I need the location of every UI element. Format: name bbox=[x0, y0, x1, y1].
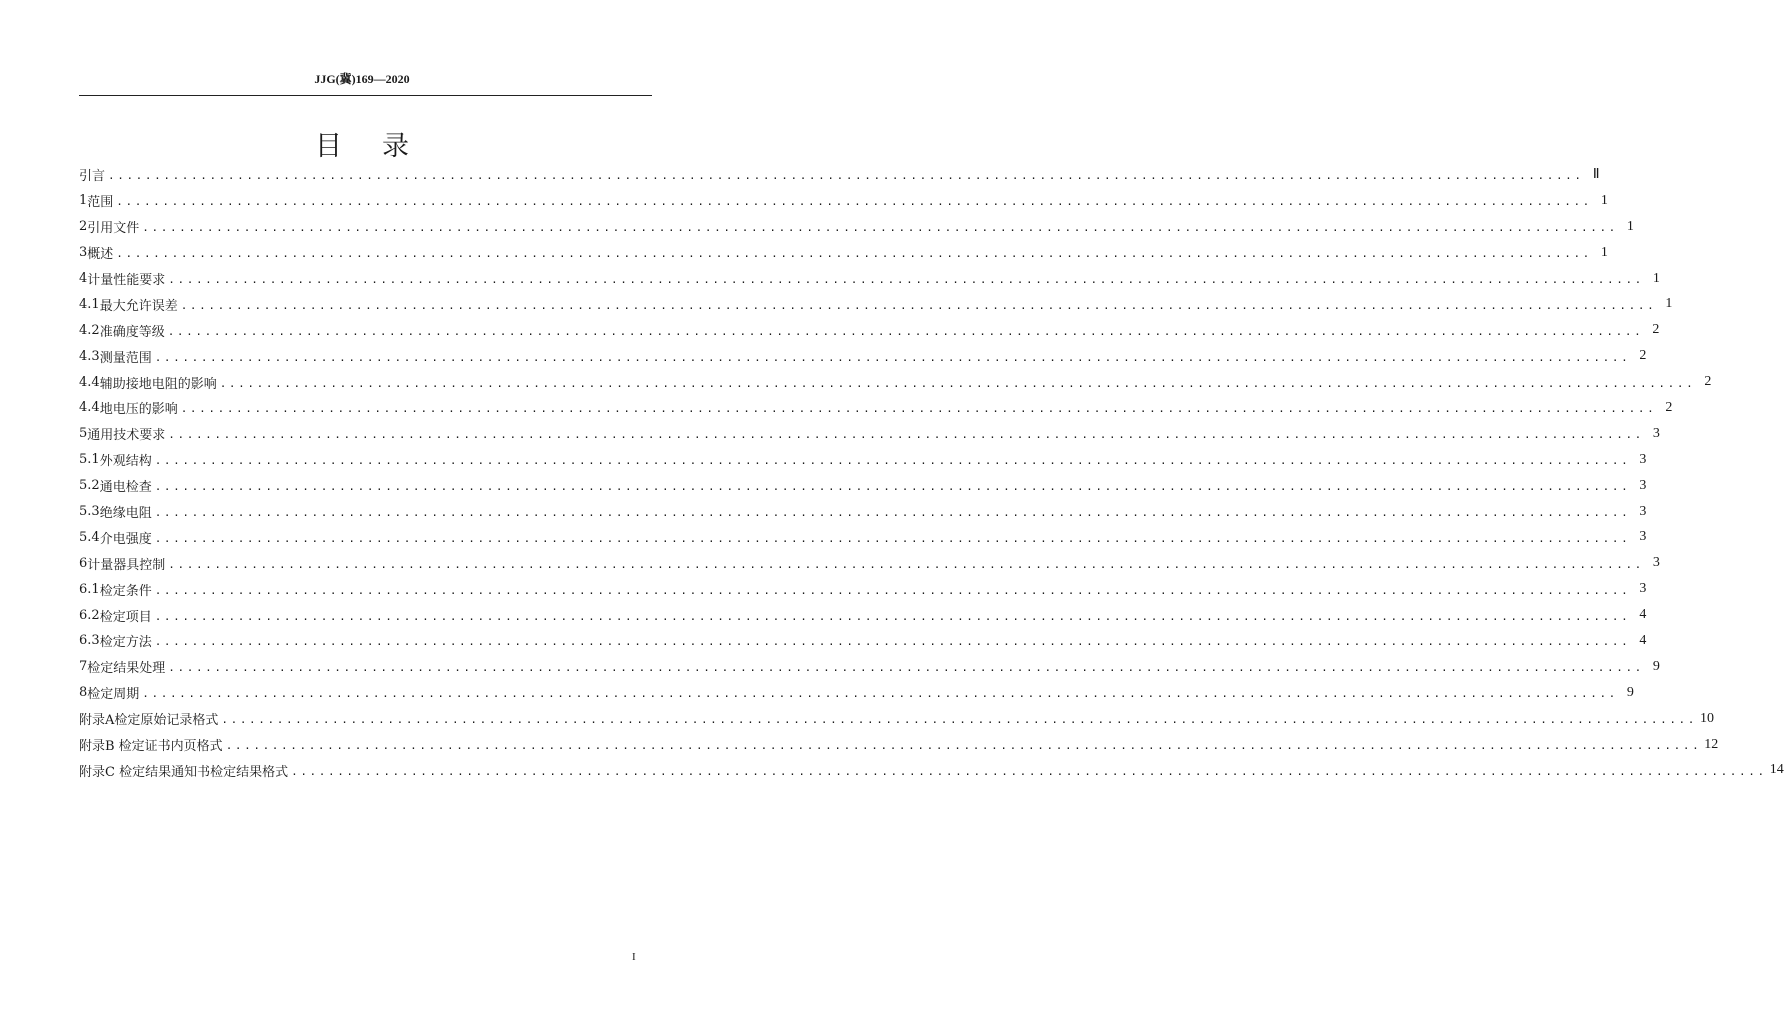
toc-entry-label: 绝缘电阻 bbox=[99, 506, 152, 522]
toc-entry[interactable] bbox=[79, 499, 1647, 525]
table-of-contents bbox=[79, 162, 1784, 783]
toc-leader-dots: ................................................................................................................................................................ bbox=[168, 428, 1644, 442]
toc-entry[interactable] bbox=[79, 447, 1647, 473]
toc-entry-number: 7 bbox=[79, 659, 88, 675]
toc-entry-label: 测量范围 bbox=[99, 350, 152, 366]
toc-entry[interactable] bbox=[79, 757, 1784, 783]
toc-entry-label: 准确度等级 bbox=[99, 324, 165, 340]
toc-entry[interactable] bbox=[79, 473, 1647, 499]
toc-entry[interactable] bbox=[79, 550, 1660, 576]
toc-entry-label: 引言 bbox=[79, 169, 106, 185]
toc-leader-dots: ................................................................................................................................................................ bbox=[291, 764, 1767, 778]
toc-entry[interactable] bbox=[79, 395, 1673, 421]
toc-entry-number: 4.2 bbox=[79, 322, 100, 338]
toc-entry[interactable] bbox=[79, 317, 1660, 343]
toc-leader-dots: ................................................................................................................................................................ bbox=[168, 273, 1644, 286]
toc-entry-page: 2 bbox=[1652, 322, 1660, 338]
page-number: I bbox=[632, 951, 636, 963]
toc-entry[interactable] bbox=[79, 654, 1660, 680]
toc-entry-page: 2 bbox=[1704, 374, 1712, 390]
toc-entry[interactable] bbox=[79, 628, 1647, 654]
toc-entry-number: 5.4 bbox=[79, 529, 100, 545]
toc-entry-page: 1 bbox=[1665, 296, 1673, 312]
toc-leader-dots: ................................................................................................................................................................ bbox=[167, 324, 1644, 338]
toc-entry-number: 2 bbox=[79, 219, 88, 235]
toc-entry-number: 5.1 bbox=[79, 452, 100, 468]
toc-entry[interactable] bbox=[79, 162, 1600, 188]
toc-entry-page: 1 bbox=[1626, 218, 1634, 234]
toc-entry-label: 计量性能要求 bbox=[87, 273, 166, 288]
toc-entry-page: 3 bbox=[1652, 555, 1660, 571]
toc-entry[interactable] bbox=[79, 188, 1608, 214]
toc-entry-number: 5 bbox=[79, 426, 88, 442]
toc-leader-dots: ................................................................................................................................................................ bbox=[154, 531, 1631, 545]
toc-leader-dots: ................................................................................................................................................................ bbox=[180, 298, 1657, 312]
toc-leader-dots: ................................................................................................................................................................ bbox=[154, 350, 1631, 364]
toc-entry[interactable] bbox=[79, 524, 1647, 550]
toc-entry-label: 计量器具控制 bbox=[87, 557, 166, 573]
toc-entry-page: 12 bbox=[1704, 736, 1719, 752]
toc-entry[interactable] bbox=[79, 291, 1673, 317]
toc-leader-dots: ................................................................................................................................................................ bbox=[142, 687, 1618, 701]
toc-entry-number: 1 bbox=[79, 193, 88, 209]
toc-entry-number: 4.4 bbox=[79, 374, 100, 390]
toc-entry-number: 6.2 bbox=[79, 607, 100, 623]
toc-entry-page: 4 bbox=[1639, 632, 1647, 648]
running-header: JJG(冀)169—2020 bbox=[314, 72, 410, 86]
toc-entry-page: 2 bbox=[1639, 348, 1647, 364]
toc-leader-dots: ................................................................................................................................................................ bbox=[154, 609, 1631, 623]
toc-entry-label: 辅助接地电阻的影响 bbox=[99, 376, 217, 392]
toc-leader-dots: ................................................................................................................................................................ bbox=[116, 195, 1592, 209]
toc-leader-dots: ................................................................................................................................................................ bbox=[108, 169, 1584, 183]
toc-entry[interactable] bbox=[79, 576, 1647, 602]
toc-entry-page: 3 bbox=[1652, 425, 1660, 441]
toc-entry-label: 检定条件 bbox=[99, 583, 152, 599]
toc-leader-dots: ................................................................................................................................................................ bbox=[168, 557, 1644, 571]
toc-entry-page: 9 bbox=[1626, 684, 1634, 700]
toc-entry-page: 3 bbox=[1639, 503, 1647, 519]
toc-entry-label: 外观结构 bbox=[99, 454, 152, 470]
toc-entry-label: 检定结果处理 bbox=[87, 661, 166, 677]
toc-entry-number: 4.1 bbox=[79, 296, 100, 312]
toc-entry-page: 2 bbox=[1665, 399, 1673, 415]
toc-entry-label: 附录B 检定证书内页格式 bbox=[79, 739, 223, 755]
toc-entry-number: 4 bbox=[79, 271, 88, 286]
toc-entry-page: 3 bbox=[1639, 477, 1647, 493]
toc-leader-dots: ................................................................................................................................................................ bbox=[154, 506, 1631, 520]
toc-entry-page: 3 bbox=[1639, 529, 1647, 545]
toc-leader-dots: ................................................................................................................................................................ bbox=[116, 247, 1592, 261]
toc-entry[interactable] bbox=[79, 214, 1634, 240]
toc-entry-page: 9 bbox=[1652, 658, 1660, 674]
toc-entry[interactable] bbox=[79, 602, 1647, 628]
toc-entry-label: 通用技术要求 bbox=[87, 428, 166, 444]
toc-entry[interactable] bbox=[79, 706, 1714, 732]
toc-entry-label: 检定方法 bbox=[99, 635, 152, 651]
toc-leader-dots: ................................................................................................................................................................ bbox=[219, 376, 1696, 390]
toc-entry-page: 3 bbox=[1639, 451, 1647, 467]
toc-entry[interactable] bbox=[79, 266, 1660, 292]
toc-entry-number: 4.4 bbox=[79, 400, 100, 416]
toc-entry-page: Ⅱ bbox=[1592, 167, 1600, 183]
toc-entry-page: 1 bbox=[1600, 244, 1608, 260]
header-rule bbox=[79, 95, 652, 96]
toc-entry[interactable] bbox=[79, 421, 1660, 447]
page-title: 目录 bbox=[315, 131, 449, 162]
toc-entry-label: 地电压的影响 bbox=[99, 402, 178, 418]
toc-entry-label: 附录A检定原始记录格式 bbox=[79, 713, 219, 729]
toc-entry-label: 最大允许误差 bbox=[99, 298, 178, 314]
toc-entry-label: 检定周期 bbox=[87, 687, 140, 703]
toc-entry-label: 附录C 检定结果通知书检定结果格式 bbox=[79, 764, 289, 780]
toc-leader-dots: ................................................................................................................................................................ bbox=[154, 480, 1631, 494]
toc-entry-number: 5.3 bbox=[79, 504, 100, 520]
toc-entry-number: 6 bbox=[79, 555, 88, 571]
toc-leader-dots: ................................................................................................................................................................ bbox=[154, 583, 1631, 597]
toc-entry-label: 概述 bbox=[87, 247, 114, 263]
toc-entry-number: 4.3 bbox=[79, 348, 100, 364]
toc-entry-page: 14 bbox=[1769, 762, 1784, 778]
toc-entry-label: 范围 bbox=[87, 195, 114, 211]
toc-entry-number: 8 bbox=[79, 685, 88, 701]
toc-leader-dots: ................................................................................................................................................................ bbox=[154, 454, 1631, 468]
toc-entry-page: 1 bbox=[1652, 270, 1660, 286]
toc-leader-dots: ................................................................................................................................................................ bbox=[221, 713, 1697, 727]
toc-entry-page: 3 bbox=[1639, 581, 1647, 597]
toc-entry[interactable] bbox=[79, 343, 1647, 369]
toc-leader-dots: ................................................................................................................................................................ bbox=[168, 661, 1644, 675]
toc-entry-label: 通电检查 bbox=[99, 480, 152, 496]
toc-leader-dots: ................................................................................................................................................................ bbox=[225, 739, 1702, 753]
toc-entry[interactable] bbox=[79, 732, 1719, 758]
toc-entry[interactable] bbox=[79, 369, 1712, 395]
toc-entry-page: 10 bbox=[1700, 710, 1714, 726]
toc-leader-dots: ................................................................................................................................................................ bbox=[154, 635, 1631, 649]
toc-entry-number: 3 bbox=[79, 245, 88, 261]
toc-leader-dots: ................................................................................................................................................................ bbox=[180, 402, 1657, 416]
toc-entry-page: 1 bbox=[1600, 192, 1608, 208]
toc-entry-page: 4 bbox=[1639, 607, 1647, 623]
toc-entry-number: 5.2 bbox=[79, 478, 100, 494]
toc-entry-number: 6.1 bbox=[79, 581, 100, 597]
toc-entry-label: 介电强度 bbox=[99, 531, 152, 547]
toc-entry[interactable] bbox=[79, 240, 1608, 266]
toc-entry-label: 检定项目 bbox=[99, 609, 152, 625]
toc-entry-number: 6.3 bbox=[79, 633, 100, 649]
toc-leader-dots: ................................................................................................................................................................ bbox=[142, 221, 1618, 235]
toc-entry-label: 引用文件 bbox=[87, 221, 140, 237]
toc-entry[interactable] bbox=[79, 680, 1634, 706]
